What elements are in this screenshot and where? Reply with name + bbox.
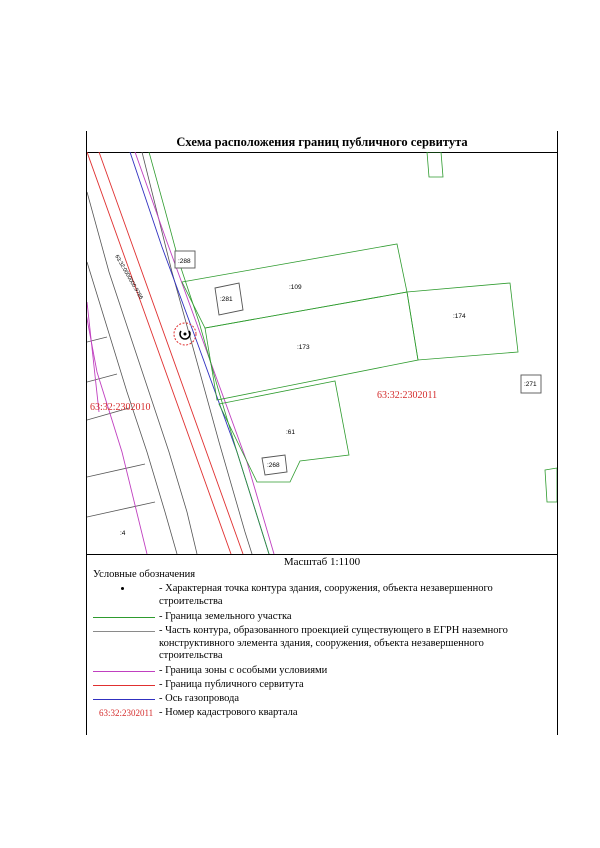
special-zone-boundary <box>87 302 99 412</box>
building-line-symbol <box>93 631 155 632</box>
map-area <box>87 152 557 555</box>
servitude-boundary <box>99 152 243 554</box>
page-title: Схема расположения границ публичного сервитута <box>87 131 557 153</box>
parcel-label: :109 <box>289 284 302 291</box>
building-edge <box>87 374 117 382</box>
map-scale: Масштаб 1:1100 <box>283 556 361 568</box>
legend-text: - Граница земельного участка <box>159 611 292 622</box>
map-svg <box>87 152 557 554</box>
parcel-label: :281 <box>220 296 233 303</box>
building-edge <box>87 502 155 517</box>
parcel-label: :288 <box>178 258 191 265</box>
legend-title: Условные обозначения <box>93 569 196 580</box>
parcel-plot-right <box>545 468 557 502</box>
building-edge <box>87 464 145 477</box>
point-symbol <box>121 587 124 590</box>
parcel-label: :268 <box>267 462 280 469</box>
road-edge <box>142 152 252 554</box>
parcel-label: :271 <box>524 381 537 388</box>
building-edge <box>87 337 107 342</box>
parcel-plot-top <box>427 152 443 177</box>
road-cadastral-label: 63:32:0000000:9786 <box>113 254 144 301</box>
parcel-label: :174 <box>453 313 466 320</box>
legend-text: - Часть контура, образованного проекцией существующего в ЕГРН наземного конструктивного элемента здания, сооружения, объекта незавершенного строительства <box>159 625 508 661</box>
parcel-174 <box>407 283 518 360</box>
parcel-label: :4 <box>120 530 126 537</box>
scheme-frame <box>86 131 558 735</box>
legend-text: - Ось газопровода <box>159 693 240 704</box>
quarter-label: 63:32:2302011 <box>377 390 438 401</box>
zone-line-symbol <box>93 671 155 672</box>
quarter-label: 63:32:2302010 <box>90 402 151 413</box>
characteristic-point-marker <box>174 323 196 345</box>
legend-text: - Номер кадастрового квартала <box>159 707 298 718</box>
gas-pipeline-axis <box>130 152 269 554</box>
parcel-label: :173 <box>297 344 310 351</box>
gas-line-symbol <box>93 699 155 700</box>
legend-text: - Граница публичного сервитута <box>159 679 304 690</box>
legend-text: - Граница зоны с особыми условиями <box>159 665 328 676</box>
legend-text: - Характерная точка контура здания, сооружения, объекта незавершенного строительства <box>159 583 493 607</box>
parcel-line-symbol <box>93 617 155 618</box>
quarter-symbol: 63:32:2302011 <box>99 708 154 718</box>
servitude-line-symbol <box>93 685 155 686</box>
building-contour-left <box>87 192 197 554</box>
special-zone-boundary <box>135 152 274 554</box>
parcel-label: :61 <box>286 429 296 436</box>
